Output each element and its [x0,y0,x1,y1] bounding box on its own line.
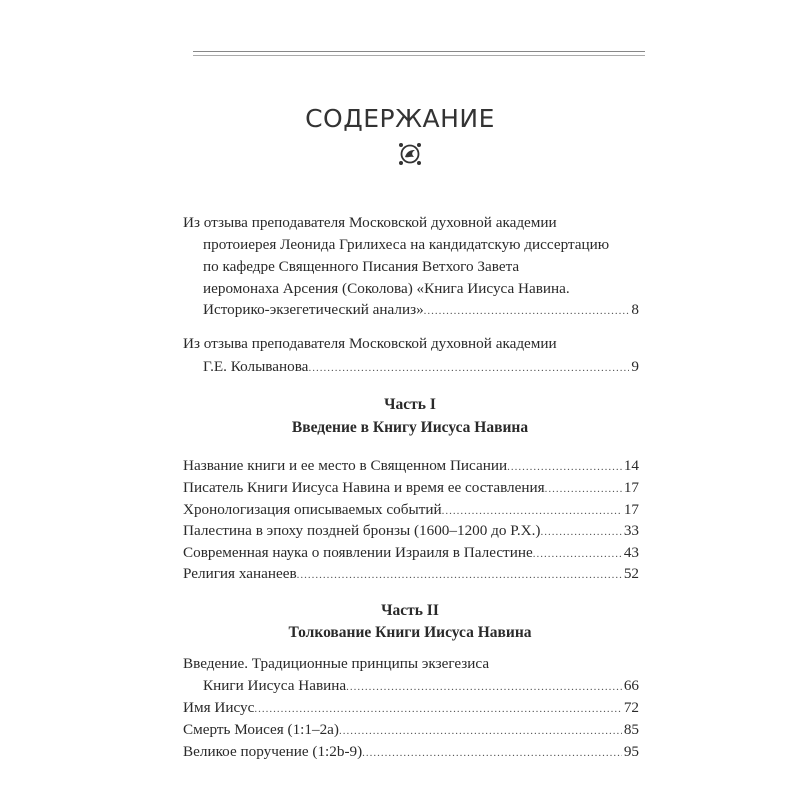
dot-leader [362,744,622,762]
part-title: Введение в Книгу Иисуса Навина [291,419,529,436]
toc-entry[interactable] [183,521,639,541]
toc-entry-line: протоиерея Леонида Грилихеса на кандидатскую диссертацию [203,236,610,253]
dot-leader [297,566,622,584]
toc-page-number: 14 [623,457,639,474]
dot-leader [339,722,622,740]
toc-page-number: 17 [623,479,639,496]
toc-page-number: 85 [623,721,639,738]
toc-page-number: 72 [623,699,639,716]
toc-entry-title: Г.Е. Колыванова [203,358,309,375]
toc-entry[interactable] [183,478,639,498]
page-title: СОДЕРЖАНИЕ [305,104,495,133]
header-rule [193,51,645,56]
toc-entry[interactable] [183,543,639,563]
dot-leader [424,302,630,320]
toc-entry-title: Историко-экзегетический анализ» [203,301,424,318]
toc-entry-line: Из отзыва преподавателя Московской духовной академии [183,214,557,231]
dot-leader [507,458,622,476]
toc-entry-title: Палестина в эпоху поздней бронзы (1600–1200 до Р.Х.) [183,522,541,539]
toc-page-number: 9 [631,358,639,375]
dot-leader [442,502,622,520]
toc-page-number: 17 [623,501,639,518]
part-label: Часть I [384,396,436,413]
dot-leader [346,678,622,696]
toc-entry-line: Из отзыва преподавателя Московской духовной академии [183,335,557,352]
toc-entry-title: Название книги и ее место в Священном Писании [183,457,508,474]
toc-entry[interactable] [203,300,639,320]
toc-page-number: 52 [623,565,639,582]
toc-page-number: 66 [623,677,639,694]
toc-page-number: 8 [631,301,639,318]
part-title: Толкование Книги Иисуса Навина [288,624,532,641]
dot-leader [545,480,622,498]
part-label: Часть II [381,602,439,619]
toc-entry-title: Великое поручение (1:2b-9) [183,743,363,760]
dot-leader [540,523,621,541]
toc-page-number: 95 [623,743,639,760]
toc-entry[interactable] [183,698,639,718]
dot-leader [533,545,622,563]
toc-entry-line: по кафедре Священного Писания Ветхого Завета [203,258,520,275]
toc-entry[interactable] [203,357,639,377]
toc-entry-line: Введение. Традиционные принципы экзегезиса [183,655,490,672]
toc-entry-title: Хронологизация описываемых событий [183,501,442,518]
toc-entry[interactable] [183,456,639,476]
toc-page-number: 33 [623,522,639,539]
toc-entry-title: Смерть Моисея (1:1–2a) [183,721,339,738]
toc-entry[interactable] [203,676,639,696]
toc-page-number: 43 [623,544,639,561]
dot-leader [254,700,621,718]
toc-entry-line: иеромонаха Арсения (Соколова) «Книга Иисуса Навина. [203,280,570,297]
toc-entry[interactable] [183,742,639,762]
toc-entry-title: Имя Иисус [183,699,255,716]
toc-entry[interactable] [183,564,639,584]
toc-entry-title: Книги Иисуса Навина [203,677,347,694]
toc-entry-title: Религия хананеев [183,565,297,582]
toc-entry[interactable] [183,720,639,740]
toc-entry-title: Современная наука о появлении Израиля в Палестине [183,544,533,561]
toc-entry-title: Писатель Книги Иисуса Навина и время ее составления [183,479,545,496]
ornament-icon [398,142,422,166]
toc-entry[interactable] [183,500,639,520]
dot-leader [308,359,629,377]
